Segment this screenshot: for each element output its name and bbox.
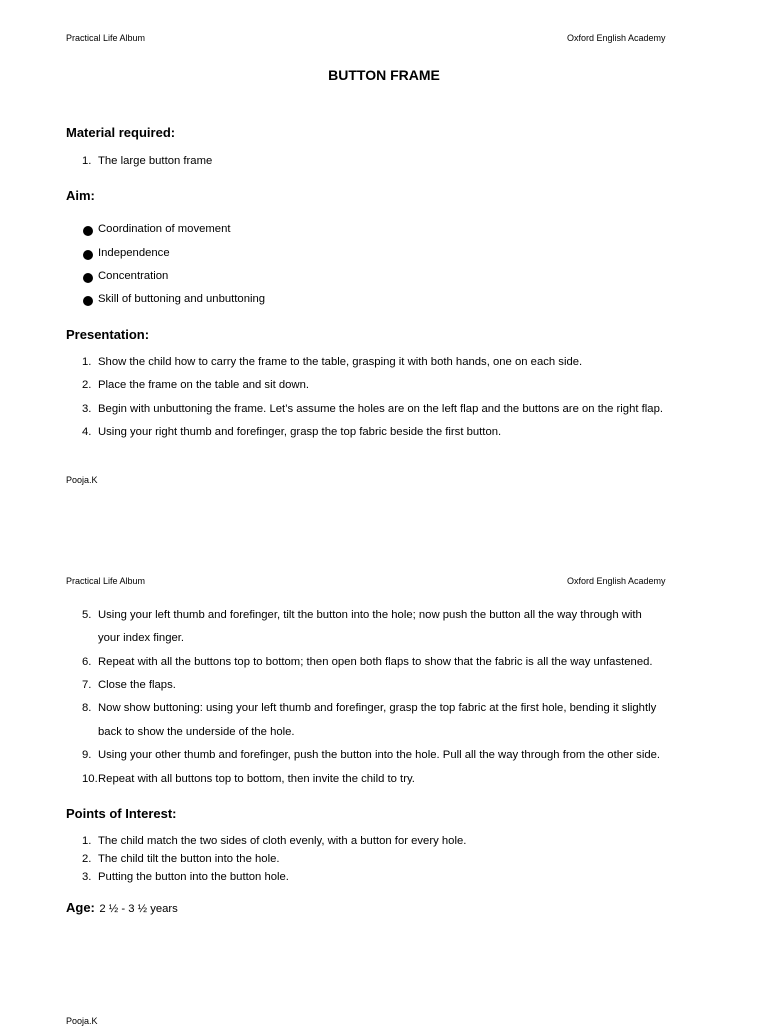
list-text: Using your right thumb and forefinger, grasp the top fabric beside the first button. bbox=[98, 426, 502, 438]
bullet-icon bbox=[83, 273, 93, 283]
bullet-icon bbox=[83, 226, 93, 236]
bullet-icon bbox=[83, 250, 93, 260]
list-number: 5. bbox=[82, 609, 92, 621]
list-text: The child tilt the button into the hole. bbox=[98, 853, 280, 865]
header-left: Practical Life Album bbox=[66, 576, 146, 586]
list-number: 1. bbox=[82, 835, 92, 847]
age-line bbox=[66, 899, 178, 917]
list-text: Putting the button into the button hole. bbox=[98, 871, 289, 883]
list-number: 3. bbox=[82, 403, 92, 415]
list-number: 4. bbox=[82, 426, 92, 438]
presentation-heading: Presentation: bbox=[66, 327, 150, 342]
list-number: 1. bbox=[82, 155, 92, 167]
header-right: Oxford English Academy bbox=[567, 33, 666, 43]
list-text: Skill of buttoning and unbuttoning bbox=[98, 293, 266, 305]
list-text: Concentration bbox=[98, 270, 169, 282]
aim-heading: Aim: bbox=[66, 188, 95, 203]
material-heading: Material required: bbox=[66, 125, 176, 140]
list-number: 1. bbox=[82, 356, 92, 368]
list-text: Begin with unbuttoning the frame. Let’s assume the holes are on the left flap and the buttons are on the right flap. bbox=[98, 403, 664, 415]
list-number: 8. bbox=[82, 702, 92, 714]
list-text: Independence bbox=[98, 247, 170, 259]
list-text: Using your left thumb and forefinger, tilt the button into the hole; now push the button all the way through with bbox=[98, 609, 642, 621]
list-text: Repeat with all the buttons top to bottom; then open both flaps to show that the fabric is all the way unfastened. bbox=[98, 656, 653, 668]
list-number: 2. bbox=[82, 379, 92, 391]
footer-author: Pooja.K bbox=[66, 1016, 98, 1026]
list-number: 10. bbox=[82, 773, 98, 785]
age-value: 2 ½ - 3 ½ years bbox=[99, 903, 178, 915]
list-text: Place the frame on the table and sit down. bbox=[98, 379, 310, 391]
list-text: Coordination of movement bbox=[98, 223, 231, 235]
bullet-icon bbox=[83, 296, 93, 306]
list-text: Close the flaps. bbox=[98, 679, 176, 691]
list-text: Using your other thumb and forefinger, push the button into the hole. Pull all the way through from the other side. bbox=[98, 749, 661, 761]
list-text: Now show buttoning: using your left thumb and forefinger, grasp the top fabric at the first hole, bending it slightly bbox=[98, 702, 657, 714]
header-right: Oxford English Academy bbox=[567, 576, 666, 586]
list-text: The large button frame bbox=[98, 155, 213, 167]
list-text: The child match the two sides of cloth evenly, with a button for every hole. bbox=[98, 835, 467, 847]
list-number: 2. bbox=[82, 853, 92, 865]
page-title: BUTTON FRAME bbox=[328, 67, 440, 83]
header-left: Practical Life Album bbox=[66, 33, 146, 43]
list-number: 3. bbox=[82, 871, 92, 883]
list-number: 7. bbox=[82, 679, 92, 691]
list-text: your index finger. bbox=[98, 632, 185, 644]
age-label: Age: bbox=[66, 900, 95, 915]
list-number: 9. bbox=[82, 749, 92, 761]
list-text: Show the child how to carry the frame to the table, grasping it with both hands, one on each side. bbox=[98, 356, 583, 368]
points-heading: Points of Interest: bbox=[66, 806, 177, 821]
list-text: Repeat with all buttons top to bottom, then invite the child to try. bbox=[98, 773, 415, 785]
list-text: back to show the underside of the hole. bbox=[98, 726, 295, 738]
list-number: 6. bbox=[82, 656, 92, 668]
footer-author: Pooja.K bbox=[66, 475, 98, 485]
